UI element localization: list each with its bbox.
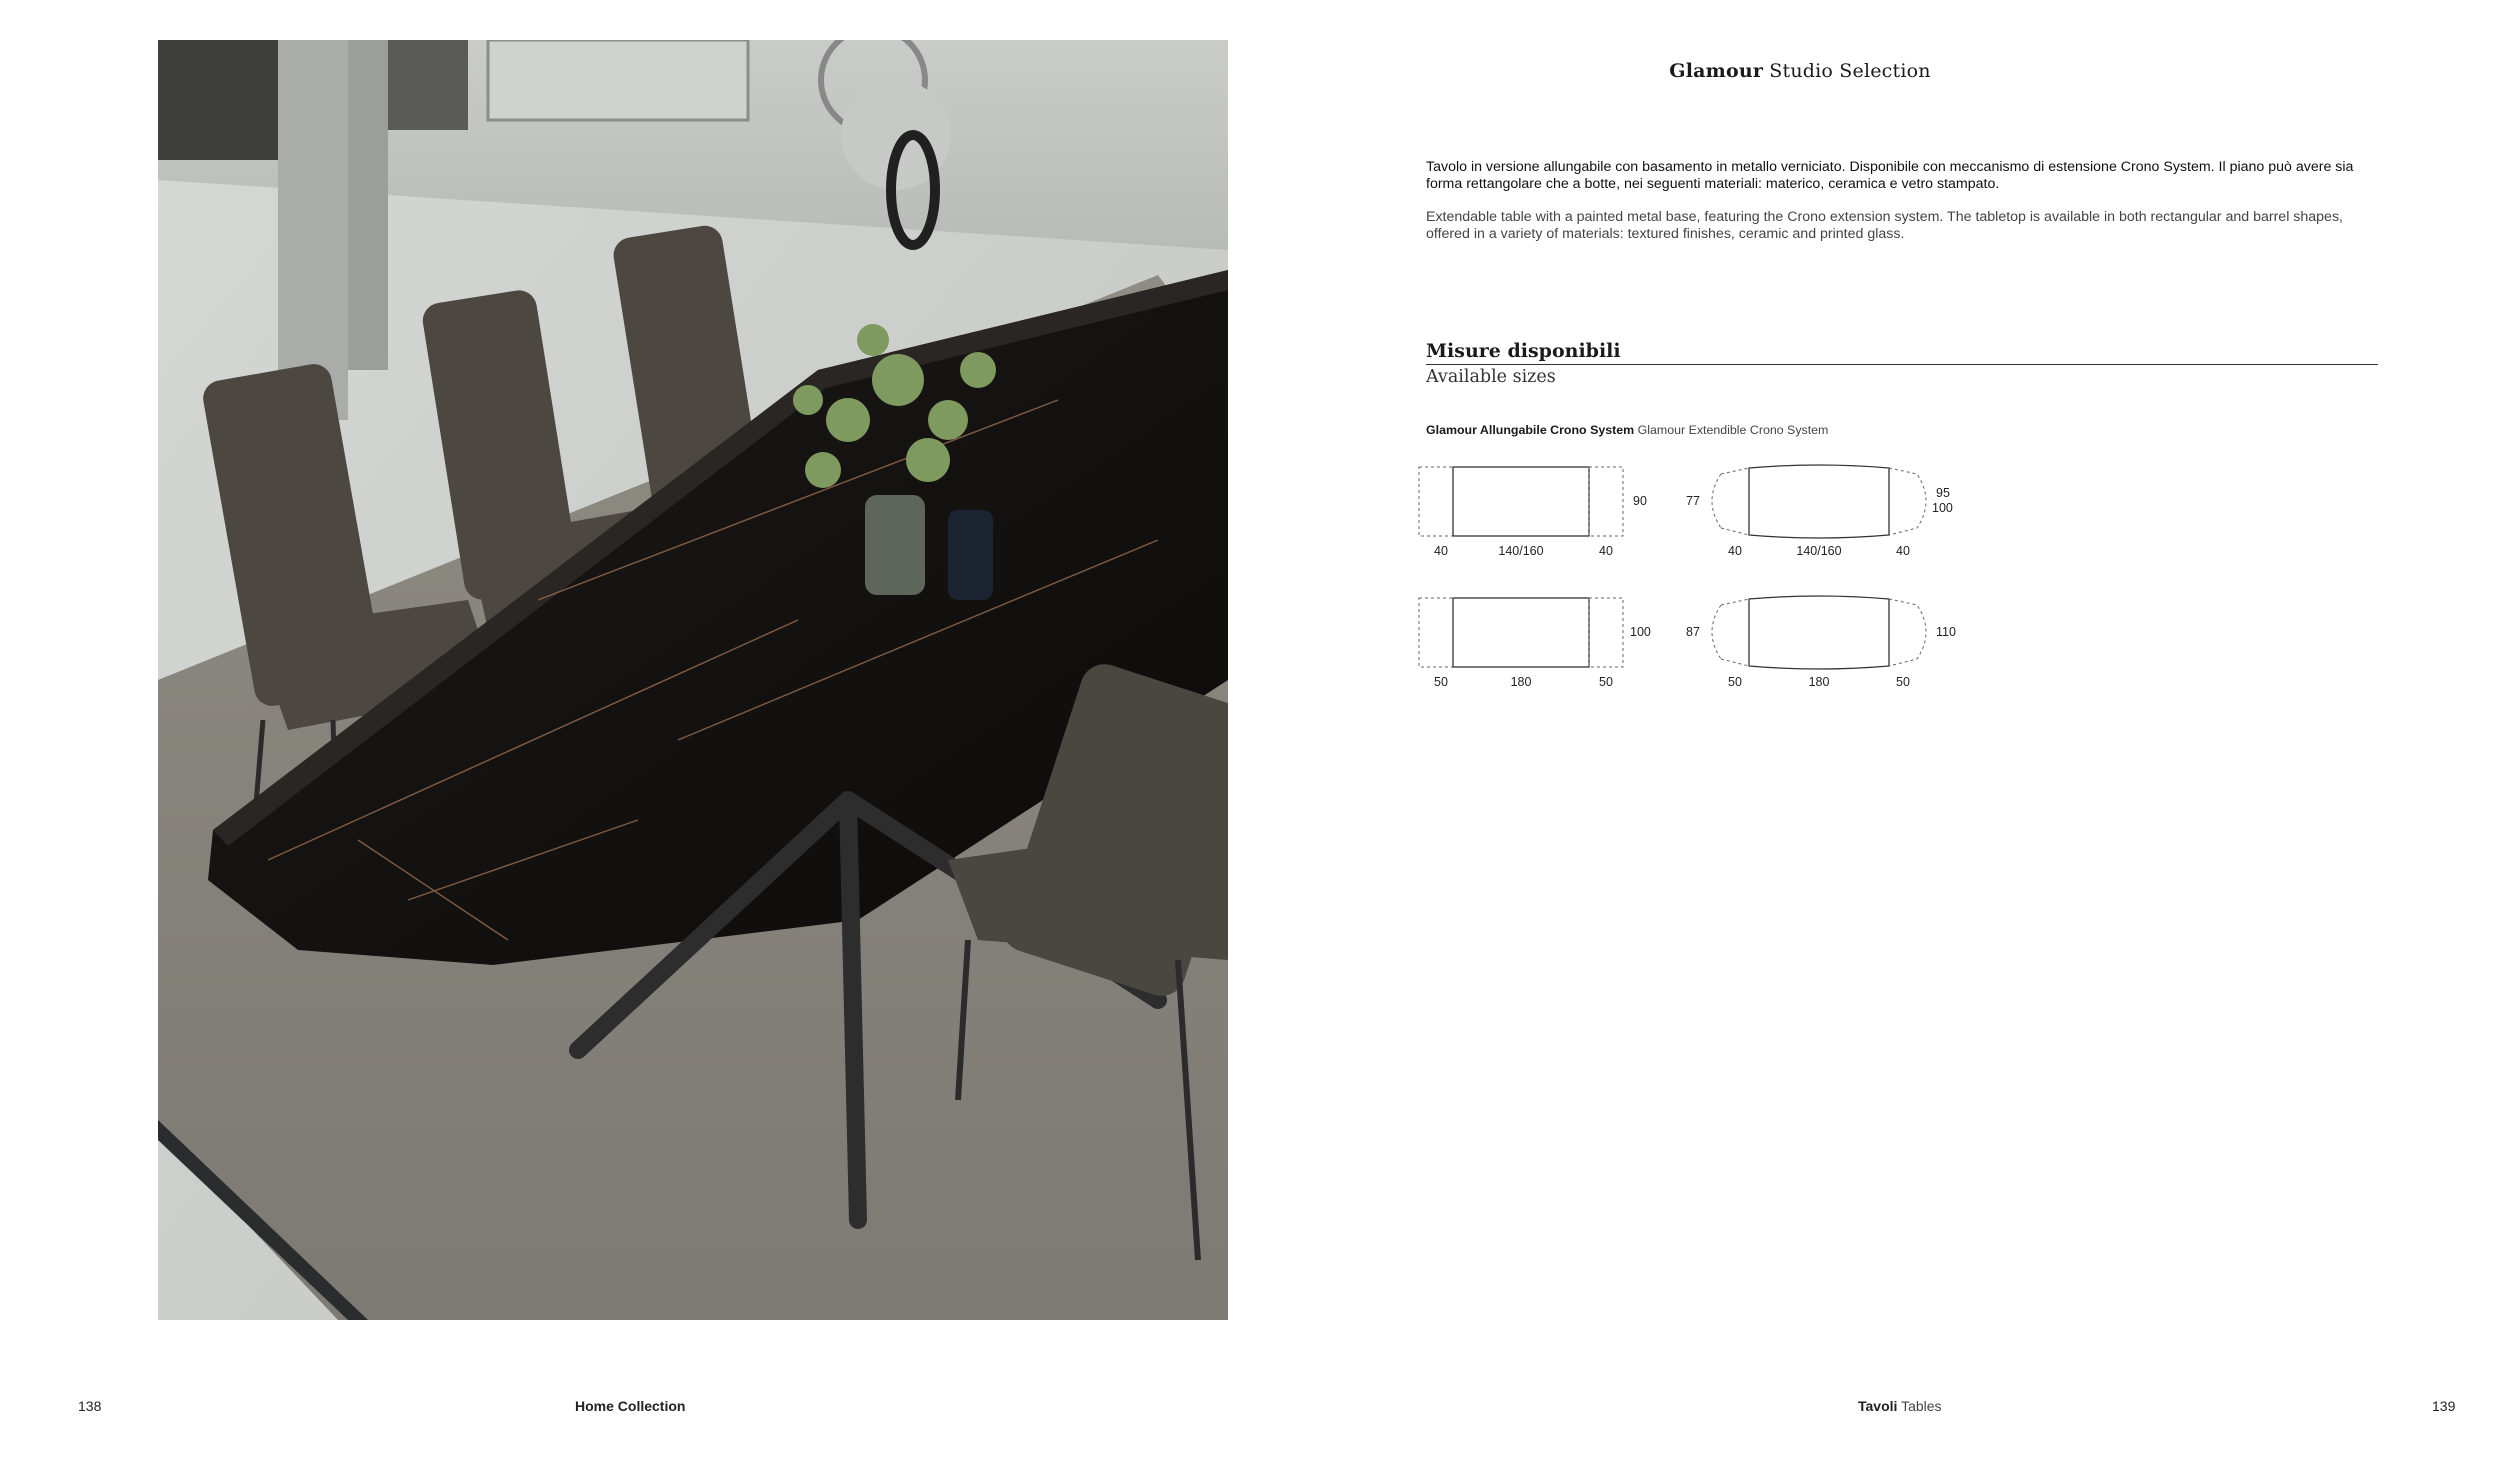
collection-label: Home Collection [575,1398,686,1414]
model-name-english: Glamour Extendible Crono System [1637,423,1829,437]
size-diagrams-svg [1416,460,1976,700]
barrel-small-ext-right: 40 [1896,544,1910,558]
rect-small-ext-right: 40 [1599,544,1613,558]
barrel-small-depth-mid-b: 100 [1932,501,1953,515]
diagram-rect-small [1419,467,1647,558]
rect-large-ext-right: 50 [1599,675,1613,689]
page-number-left: 138 [78,1398,102,1414]
barrel-small-length: 140/160 [1796,544,1842,558]
barrel-large-depth-end: 87 [1686,625,1700,639]
page-number-right: 139 [2432,1398,2456,1414]
description-english: Extendable table with a painted metal base, featuring the Crono extension system. The tabletop is available in both rectangular and barrel shapes, offered in a variety of materials: textured finishes, ceramic and printed glass. [1426,209,2343,242]
rect-small-length: 140/160 [1498,544,1544,558]
rect-large-length: 180 [1510,675,1532,689]
model-name-italian: Glamour Allungabile Crono System [1426,423,1635,437]
barrel-large-ext-right: 50 [1896,675,1910,689]
sizes-subtitle: Available sizes [1426,367,1556,387]
diagram-rect-large [1419,598,1651,689]
barrel-large-ext-left: 50 [1728,675,1742,689]
category-label [1858,1398,1942,1414]
product-photo [158,40,1228,1320]
sizes-title: Misure disponibili [1426,340,2378,365]
diagram-barrel-large [1686,596,1956,689]
rect-small-depth: 90 [1633,494,1647,508]
barrel-large-depth-mid: 110 [1936,625,1956,639]
available-sizes-heading [1426,340,2378,387]
barrel-large-length: 180 [1808,675,1830,689]
barrel-small-ext-left: 40 [1728,544,1742,558]
rect-large-depth: 100 [1630,625,1651,639]
dining-room-image [158,40,1228,1320]
barrel-small-depth-mid-a: 95 [1936,486,1950,500]
model-label [1426,423,1828,437]
size-diagrams [1416,460,1976,700]
category-english: Tables [1901,1398,1942,1414]
product-line: Studio Selection [1769,60,1931,82]
product-title [1200,60,2400,82]
barrel-small-depth-end: 77 [1686,494,1700,508]
rect-large-ext-left: 50 [1434,675,1448,689]
diagram-barrel-small [1686,465,1953,558]
description-italian: Tavolo in versione allungabile con basamento in metallo verniciato. Disponibile con meccanismo di estensione Crono System. Il piano può avere sia forma rettangolare che a botte, nei seguenti materiali: materico, ceramica e vetro stampato. [1426,159,2354,192]
product-name: Glamour [1669,60,1764,82]
category-italian: Tavoli [1858,1398,1898,1414]
rect-small-ext-left: 40 [1434,544,1448,558]
